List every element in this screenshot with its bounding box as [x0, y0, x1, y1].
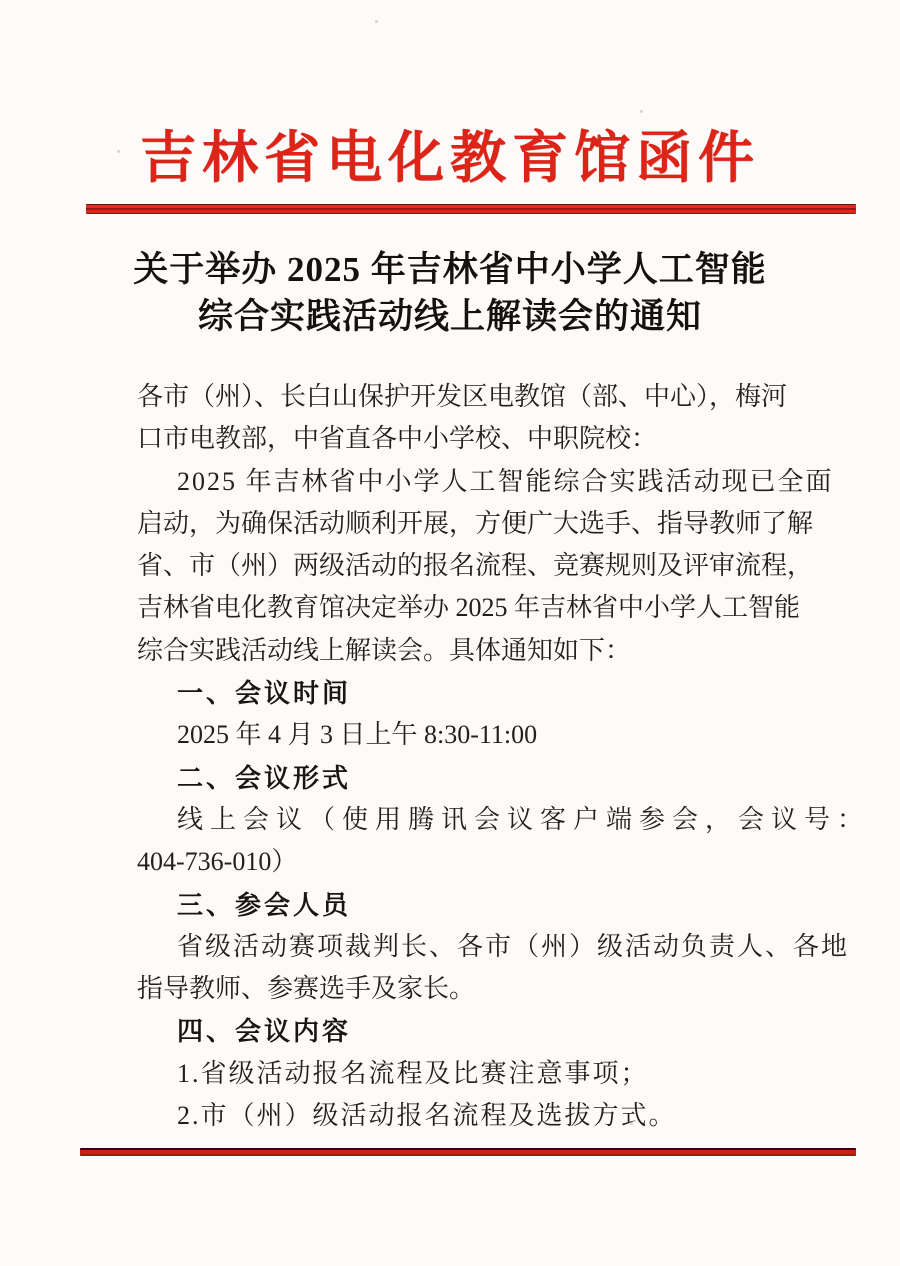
intro-line-3: 省、市（州）两级活动的报名流程、竞赛规则及评审流程，	[137, 551, 814, 581]
intro-line-5: 综合实践活动线上解读会。具体通知如下：	[137, 635, 632, 665]
letterhead-divider-rule	[86, 204, 856, 214]
section-2-line-2: 404-736-010）	[137, 847, 298, 877]
document-title-line-2: 综合实践活动线上解读会的通知	[197, 297, 702, 336]
intro-line-1: 2025 年吉林省中小学人工智能综合实践活动现已全面	[177, 466, 834, 496]
notice-body	[137, 376, 871, 1137]
section-3-line-2: 指导教师、参赛选手及家长。	[137, 974, 476, 1004]
section-1-content: 2025 年 4 月 3 日上午 8:30-11:00	[177, 720, 538, 750]
intro-line-2: 启动，为确保活动顺利开展，方便广大选手、指导教师了解	[137, 508, 814, 538]
scan-speck	[640, 110, 643, 113]
intro-line-4: 吉林省电化教育馆决定举办 2025 年吉林省中小学人工智能	[137, 593, 801, 623]
document-title	[0, 246, 900, 340]
section-2-heading: 二、会议形式	[177, 762, 352, 793]
section-3-line-1: 省级活动赛项裁判长、各市（州）级活动负责人、各地	[177, 931, 850, 961]
section-1-heading: 一、会议时间	[177, 678, 352, 709]
section-2-line-1: 线上会议（使用腾讯会议客户端参会，会议号：	[177, 804, 871, 834]
salutation-line-2: 口市电教部，中省直各中小学校、中职院校：	[137, 424, 658, 454]
section-4-item-2: 2.市（州）级活动报名流程及选拔方式。	[177, 1101, 677, 1131]
section-4-item-1: 1.省级活动报名流程及比赛注意事项；	[177, 1058, 649, 1088]
footer-divider-rule	[80, 1148, 856, 1156]
document-title-line-1: 关于举办 2025 年吉林省中小学人工智能	[133, 250, 767, 289]
section-3-heading: 三、参会人员	[177, 889, 352, 920]
letterhead-title: 吉林省电化教育馆函件	[140, 128, 760, 190]
salutation-line-1: 各市（州）、长白山保护开发区电教馆（部、中心），梅河	[137, 382, 788, 411]
scan-speck	[375, 20, 378, 23]
section-4-heading: 四、会议内容	[177, 1016, 352, 1047]
